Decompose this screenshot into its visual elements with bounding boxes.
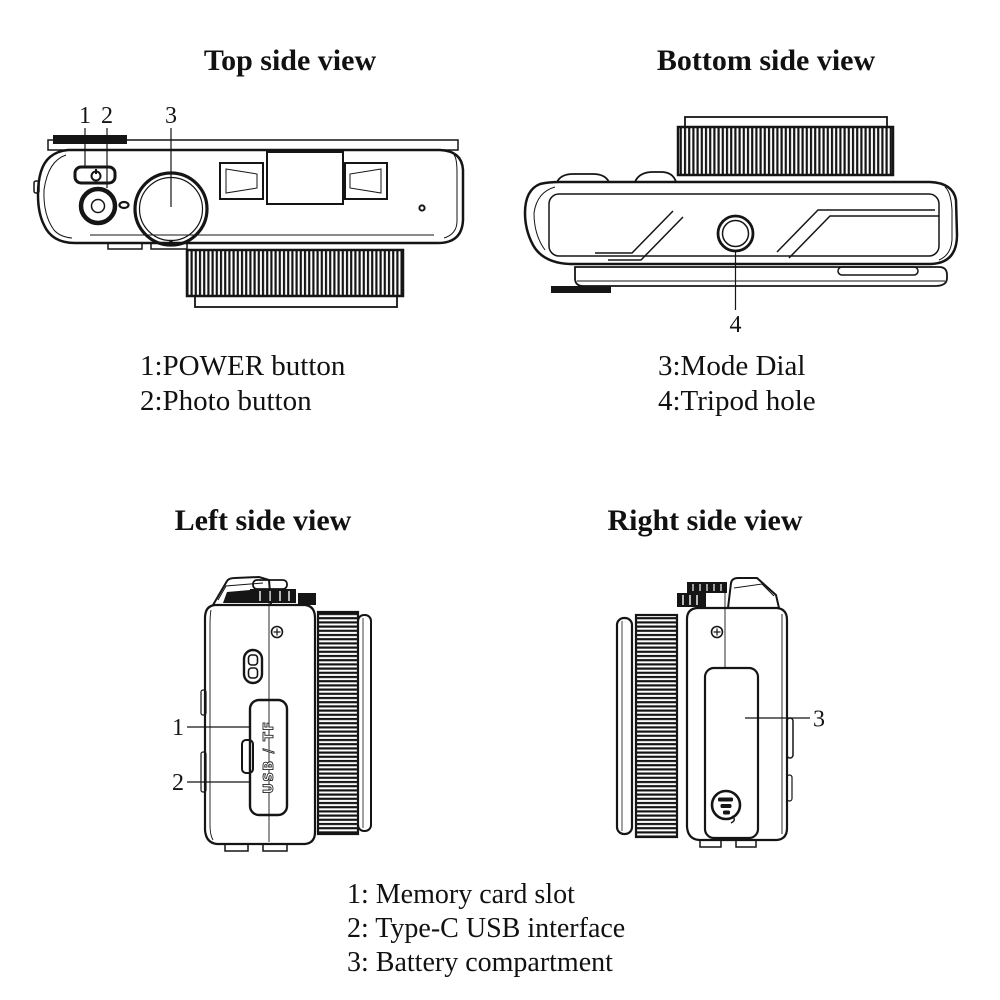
body-outline bbox=[205, 605, 315, 844]
foot bbox=[551, 286, 611, 293]
usb-port bbox=[242, 740, 253, 773]
screw-icon bbox=[272, 627, 283, 638]
camera-body-bottom-view bbox=[525, 172, 957, 293]
flash-window-left-inner bbox=[226, 169, 257, 193]
top-bump bbox=[635, 172, 676, 182]
callout-number-1: 1 bbox=[172, 715, 184, 741]
legend-top-right bbox=[658, 349, 816, 419]
tripod-hole bbox=[718, 216, 753, 251]
lens-ring bbox=[678, 117, 893, 175]
lens-front-rim bbox=[617, 618, 632, 834]
lens-ring bbox=[318, 612, 371, 834]
top-view-title: Top side view bbox=[203, 44, 377, 77]
power-button bbox=[75, 167, 115, 183]
callout-number-3: 3 bbox=[165, 103, 177, 129]
photo-button bbox=[81, 189, 115, 223]
usb-tf-door bbox=[242, 700, 287, 815]
legend-line: 4:Tripod hole bbox=[658, 385, 816, 417]
battery-door-seam bbox=[838, 267, 918, 275]
body-outline bbox=[687, 608, 787, 840]
callout-number-2: 2 bbox=[172, 770, 184, 796]
body-inner-line bbox=[210, 610, 213, 840]
lens-ring bbox=[617, 615, 677, 837]
camera-body-left-view bbox=[201, 588, 315, 851]
callout-number-3: 3 bbox=[813, 706, 825, 733]
top-assembly bbox=[677, 578, 779, 608]
lens-cap-edge bbox=[685, 117, 887, 127]
legend-bottom bbox=[347, 878, 625, 980]
legend-top-left bbox=[140, 349, 345, 419]
legend-line: 1: Memory card slot bbox=[347, 879, 575, 910]
shutter-edge bbox=[298, 593, 316, 605]
top-assembly bbox=[213, 577, 316, 605]
callout-number-2: 2 bbox=[101, 103, 113, 129]
base-plate bbox=[551, 267, 947, 293]
usb-tf-door-label: USB / TF bbox=[262, 720, 277, 794]
bottom-face bbox=[549, 194, 939, 256]
camera-body-top-view bbox=[34, 135, 463, 249]
screw-icon bbox=[712, 627, 723, 638]
callout-number-4: 4 bbox=[729, 312, 742, 338]
flash-housing bbox=[267, 152, 343, 204]
viewfinder-strip bbox=[53, 135, 127, 144]
legend-line: 1:POWER button bbox=[140, 350, 346, 382]
bottom-view-diagram bbox=[515, 95, 970, 345]
left-view-callouts bbox=[172, 715, 250, 796]
left-view-title: Left side view bbox=[174, 504, 352, 537]
dial-wedge bbox=[223, 590, 250, 603]
right-view-title: Right side view bbox=[607, 504, 803, 537]
decorative-chevrons bbox=[595, 210, 939, 260]
mode-dial-edge bbox=[677, 593, 706, 607]
legend-line: 3:Mode Dial bbox=[658, 350, 806, 382]
lens-base bbox=[195, 296, 397, 307]
top-view-diagram bbox=[30, 95, 470, 320]
lens-ring bbox=[187, 250, 403, 307]
status-led-dot bbox=[419, 205, 424, 210]
lens-front-rim bbox=[358, 615, 371, 831]
strap-lug-icon bbox=[244, 650, 262, 683]
callout-number-1: 1 bbox=[79, 103, 91, 129]
bottom-view-title: Bottom side view bbox=[656, 44, 876, 77]
side-nub bbox=[34, 181, 39, 193]
left-view-diagram bbox=[165, 570, 385, 865]
legend-line: 3: Battery compartment bbox=[347, 947, 613, 978]
flash-assembly bbox=[220, 152, 387, 204]
legend-line: 2:Photo button bbox=[140, 385, 312, 417]
mic-hole bbox=[120, 202, 129, 208]
right-view-diagram bbox=[610, 570, 835, 865]
legend-line: 2: Type-C USB interface bbox=[347, 913, 626, 944]
flash-window-right-inner bbox=[350, 169, 381, 193]
speaker-icon bbox=[712, 791, 740, 823]
